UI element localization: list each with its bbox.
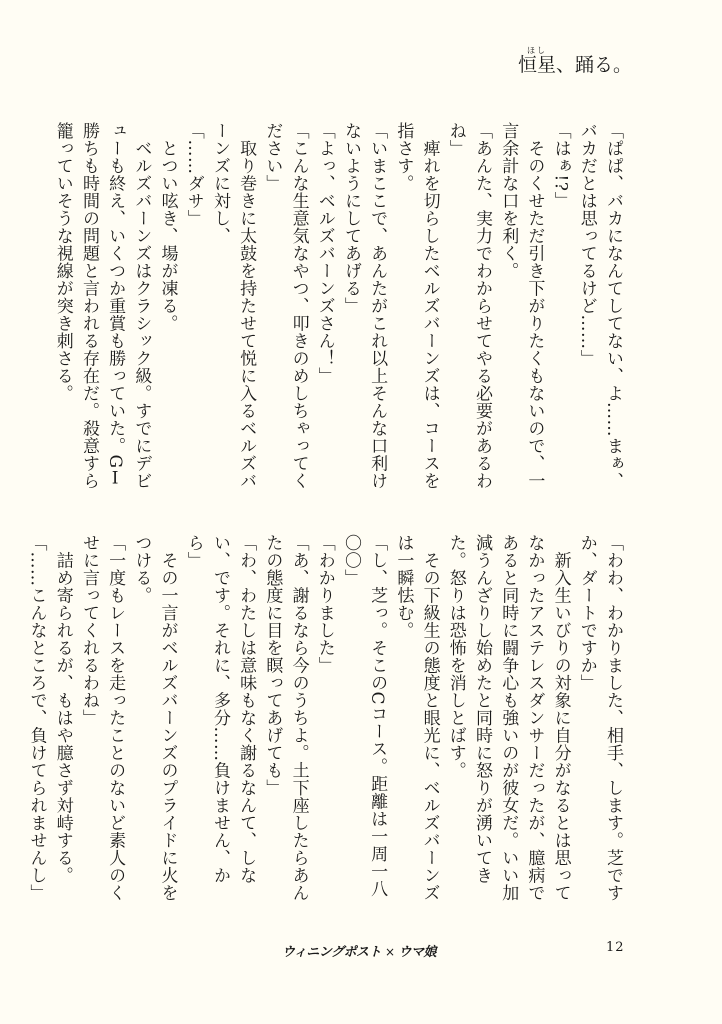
page-number: 12 (606, 940, 625, 955)
paragraph: 「こんな生意気なやつ、叩きのめしちゃってください」 (262, 122, 309, 490)
text-block-upper (52, 122, 626, 492)
paragraph: 「わ、わたしは意味もなく謝るなんて、しない、です。それに、多分……負けません、から」 (183, 534, 257, 884)
paragraph: ベルズバーンズはクラシック級。すでにデビューも終え、いくつか重賞も勝っていた。GⅠ勝ちも時間の問題と言われる存在だ。殺意すら籠っていそうな視線が突き刺さる。 (52, 122, 152, 490)
paragraph: 「……ダサ」 (183, 122, 204, 227)
logo-cross: × (384, 945, 395, 959)
paragraph: とつい呟き、場が凍る。 (157, 122, 178, 332)
title-kanji: 恒星 (517, 54, 556, 76)
paragraph: 「一度もレースを走ったことのないど素人のくせに言ってくれるわね」 (78, 534, 126, 902)
paragraph: 「よっ、ベルズバーンズさん！」 (314, 122, 335, 385)
paragraph: 「し、芝っ。そこのCコース。距離は一周一八〇〇」 (340, 534, 388, 898)
paragraph: 取り巻きに太鼓を持たせて悦に入るベルズバーンズに対し、 (209, 122, 257, 490)
paragraph: 「あ、謝るなら今のうちよ。土下座したらあんたの態度に目を瞑ってあげても」 (262, 534, 309, 902)
paragraph: 「わわ、わかりました、相手、します。芝ですか、ダートですか」 (576, 534, 623, 902)
paragraph: そのくせただ引き下がりたくもないので、一言余計な口を利く。 (498, 122, 545, 490)
paragraph: その一言がベルズバーンズのプライドに火をつける。 (131, 534, 178, 902)
paragraph: 「わかりました」 (314, 534, 335, 674)
title-ruby-base (517, 46, 556, 76)
paragraph: 新入生いびりの対象に自分がなるとは思ってなかったアステレスダンサーだったが、臆病であると同時に闘争心も強いのが彼女だ。いい加減うんざりし始めたと同時に怒りが湧いてきた。怒りは恐怖を消しとばす。 (445, 534, 571, 902)
paragraph: その下級生の態度と眼光に、ベルズバーンズは一瞬怯む。 (393, 534, 440, 902)
text-block-lower (26, 534, 626, 904)
chapter-title (517, 46, 632, 76)
paragraph: 詰め寄られるが、もはや臆さず対峙する。 (52, 534, 73, 884)
footer-logo (282, 941, 436, 960)
title-rest: 、踊る。 (555, 54, 632, 76)
paragraph: 「……こんなところで、負けてられませんし」 (26, 534, 47, 902)
paragraph: 「あんた、実力でわからせてやる必要があるわね」 (445, 122, 492, 490)
paragraph: 痺れを切らしたベルズバーンズは、コースを指さす。 (393, 122, 440, 490)
paragraph: 「いまここで、あんたがこれ以上そんな口利けないようにしてあげる」 (340, 122, 388, 490)
logo-umamusume: ウマ娘 (398, 945, 437, 960)
title-ruby: ほし (526, 46, 547, 55)
paragraph: 「はぁ!?」 (550, 122, 571, 209)
logo-winning-post: ウィニングポスト (282, 945, 381, 960)
paragraph: 「ぱぱ、バカになんてしてない、よ……まぁ、バカだとは思ってるけど……」 (576, 122, 623, 490)
